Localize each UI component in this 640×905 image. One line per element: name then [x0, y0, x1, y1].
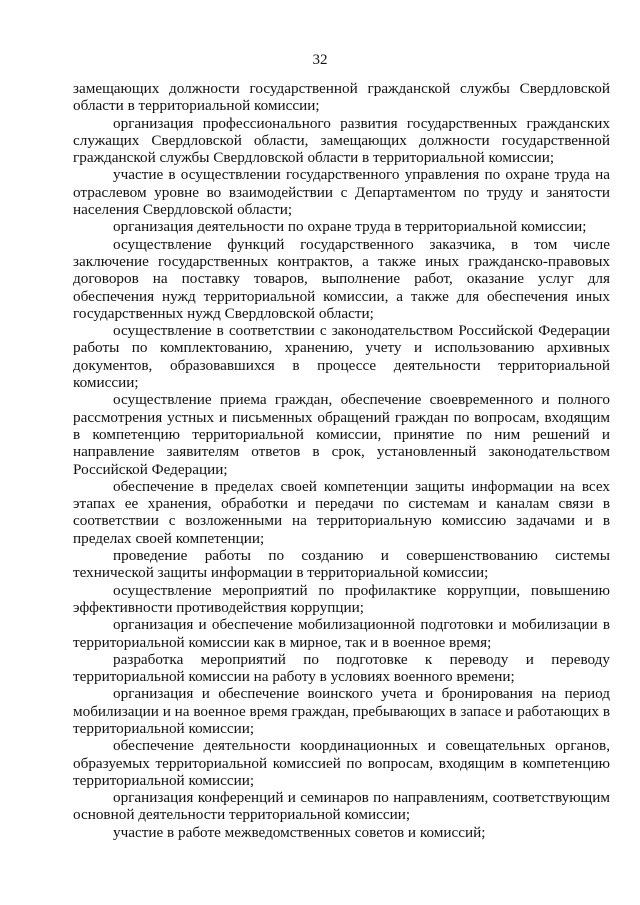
document-body [73, 80, 610, 841]
paragraph: разработка мероприятий по подготовке к переводу и переводу территориальной комиссии на работу в условиях военного времени; [73, 650, 610, 686]
paragraph: организация деятельности по охране труда в территориальной комиссии; [113, 218, 587, 236]
page-number: 32 [312, 52, 328, 68]
paragraph: обеспечение в пределах своей компетенции защиты информации на всех этапах ее хранения, обработки и передачи по системам и каналам связи в соответствии с возложенными на территориальную комиссию задачами и в пределах своей компетенции; [73, 477, 610, 547]
paragraph: осуществление функций государственного заказчика, в том числе заключение государственных контрактов, а также иных гражданско-правовых договоров на поставку товаров, выполнение работ, оказание услуг для обеспечения нужд территориальной комиссии, а также для обеспечения иных государственных нужд Свердловской области; [73, 235, 610, 322]
paragraph: участие в работе межведомственных советов и комиссий; [113, 823, 486, 841]
paragraph: организация конференций и семинаров по направлениям, соответствующим основной деятельности территориальной комиссии; [73, 789, 610, 824]
paragraph: замещающих должности государственной гражданской службы Свердловской области в территориальной комиссии; [73, 80, 610, 115]
paragraph: организация и обеспечение воинского учета и бронирования на период мобилизации и на военное время граждан, пребывающих в запасе и работающих в территориальной комиссии; [73, 685, 610, 737]
paragraph: участие в осуществлении государственного управления по охране труда на отраслевом уровне во взаимодействии с Департаментом по труду и занятости населения Свердловской области; [73, 166, 610, 219]
paragraph: проведение работы по созданию и совершенствованию системы технической защиты информации в территориальной комиссии; [73, 547, 610, 582]
paragraph: обеспечение деятельности координационных и совещательных органов, образуемых территориальной комиссией по вопросам, входящим в компетенцию территориальной комиссии; [73, 737, 610, 789]
paragraph: осуществление приема граждан, обеспечение своевременного и полного рассмотрения устных и письменных обращений граждан по вопросам, входящим в компетенцию территориальной комиссии, принятие по ним решений и направление заявителям ответов в срок, установленный законодательством Российской Федерации; [73, 391, 610, 478]
paragraph: организация и обеспечение мобилизационной подготовки и мобилизации в территориальной комиссии как в мирное, так и в военное время; [73, 616, 610, 651]
paragraph: осуществление в соответствии с законодательством Российской Федерации работы по комплектованию, хранению, учету и использованию архивных документов, образовавшихся в процессе деятельности территориальной комиссии; [73, 322, 610, 392]
paragraph: организация профессионального развития государственных гражданских служащих Свердловской области, замещающих должности государственной гражданской службы Свердловской области в территориальной комиссии; [73, 114, 610, 167]
paragraph: осуществление мероприятий по профилактике коррупции, повышению эффективности противодействия коррупции; [73, 581, 610, 616]
